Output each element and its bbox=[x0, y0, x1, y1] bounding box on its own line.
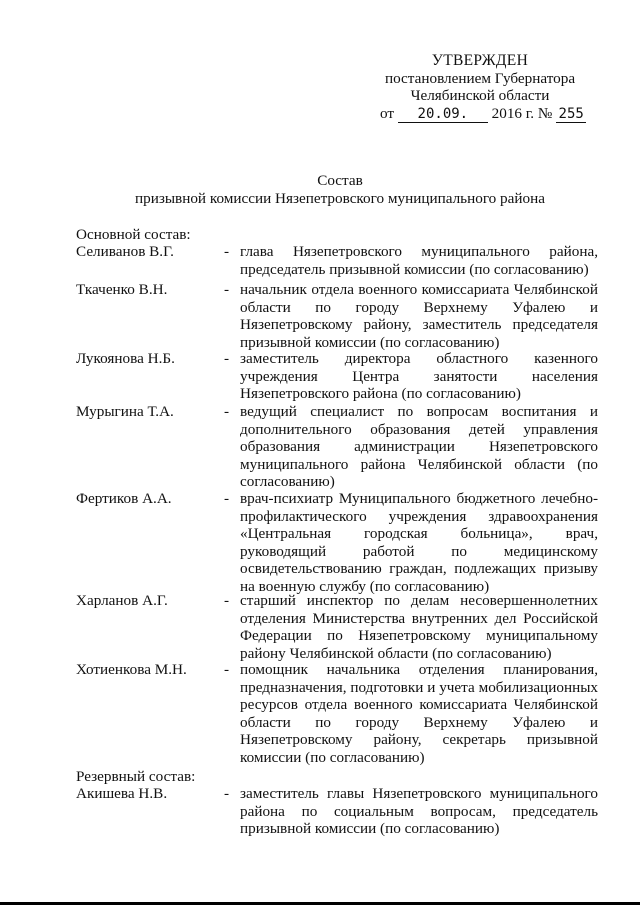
member-dash: - bbox=[224, 403, 230, 420]
member-dash: - bbox=[224, 785, 230, 802]
member-dash: - bbox=[224, 350, 230, 367]
member-role: заместитель главы Нязепетровского муниципального района по социальным вопросам, председатель призывной комиссии (по согласованию) bbox=[240, 785, 598, 838]
member-dash: - bbox=[224, 661, 230, 678]
member-name: Фертиков А.А. bbox=[76, 490, 172, 507]
member-name: Мурыгина Т.А. bbox=[76, 403, 174, 420]
member-role: ведущий специалист по вопросам воспитания и дополнительного образования детей управления образования администрации Нязепетровского муниципального района Челябинской области (по согласованию) bbox=[240, 403, 598, 491]
member-dash: - bbox=[224, 243, 230, 260]
member-role: начальник отдела военного комиссариата Челябинской области по городу Верхнему Уфалею и Нязепетровскому району, заместитель председателя призывной комиссии (по согласованию) bbox=[240, 281, 598, 351]
member-role: врач-психиатр Муниципального бюджетного лечебно-профилактического учреждения здравоохранения «Центральная городская больница», врач, руководящий работой по медицинскому освидетельствованию граждан, подлежащих призыву на военную службу (по согласованию) bbox=[240, 490, 598, 595]
member-name: Лукоянова Н.Б. bbox=[76, 350, 175, 367]
approval-line-2: Челябинской области bbox=[410, 87, 550, 105]
approval-block bbox=[380, 52, 584, 123]
date-prefix: от bbox=[380, 104, 395, 122]
approval-heading: УТВЕРЖДЕН bbox=[431, 52, 529, 69]
member-role: заместитель директора областного казенного учреждения Центра занятости населения Нязепетровского района (по согласованию) bbox=[240, 350, 598, 403]
member-name: Ткаченко В.Н. bbox=[76, 281, 168, 298]
member-name: Хотиенкова М.Н. bbox=[76, 661, 187, 678]
member-name: Селиванов В.Г. bbox=[76, 243, 174, 260]
reserve-section-label: Резервный состав: bbox=[76, 768, 196, 785]
approval-date-line bbox=[380, 104, 584, 123]
year-text: 2016 г. № bbox=[491, 104, 553, 122]
member-name: Харланов А.Г. bbox=[76, 592, 168, 609]
decree-number: 255 bbox=[556, 107, 586, 123]
member-role: глава Нязепетровского муниципального района, председатель призывной комиссии (по согласованию) bbox=[240, 243, 598, 278]
member-dash: - bbox=[224, 592, 230, 609]
member-role: помощник начальника отделения планирования, предназначения, подготовки и учета мобилизационных ресурсов отдела военного комиссариата Челябинской области по городу Верхнему Уфалею и Нязепетровскому району, секретарь призывной комиссии (по согласованию) bbox=[240, 661, 598, 766]
member-dash: - bbox=[224, 490, 230, 507]
title-line-1: Состав bbox=[317, 172, 363, 189]
title-line-2: призывной комиссии Нязепетровского муниципального района bbox=[134, 189, 545, 207]
member-name: Акишева Н.В. bbox=[76, 785, 168, 802]
document-title bbox=[70, 172, 610, 207]
member-role: старший инспектор по делам несовершеннолетних отделения Министерства внутренних дел Российской Федерации по Нязепетровскому муниципальному району Челябинской области (по согласованию) bbox=[240, 592, 598, 662]
approval-line-1: постановлением Губернатора bbox=[384, 69, 576, 87]
member-dash: - bbox=[224, 281, 230, 298]
date-value: 20.09. bbox=[398, 107, 488, 123]
main-section-label: Основной состав: bbox=[76, 226, 191, 243]
